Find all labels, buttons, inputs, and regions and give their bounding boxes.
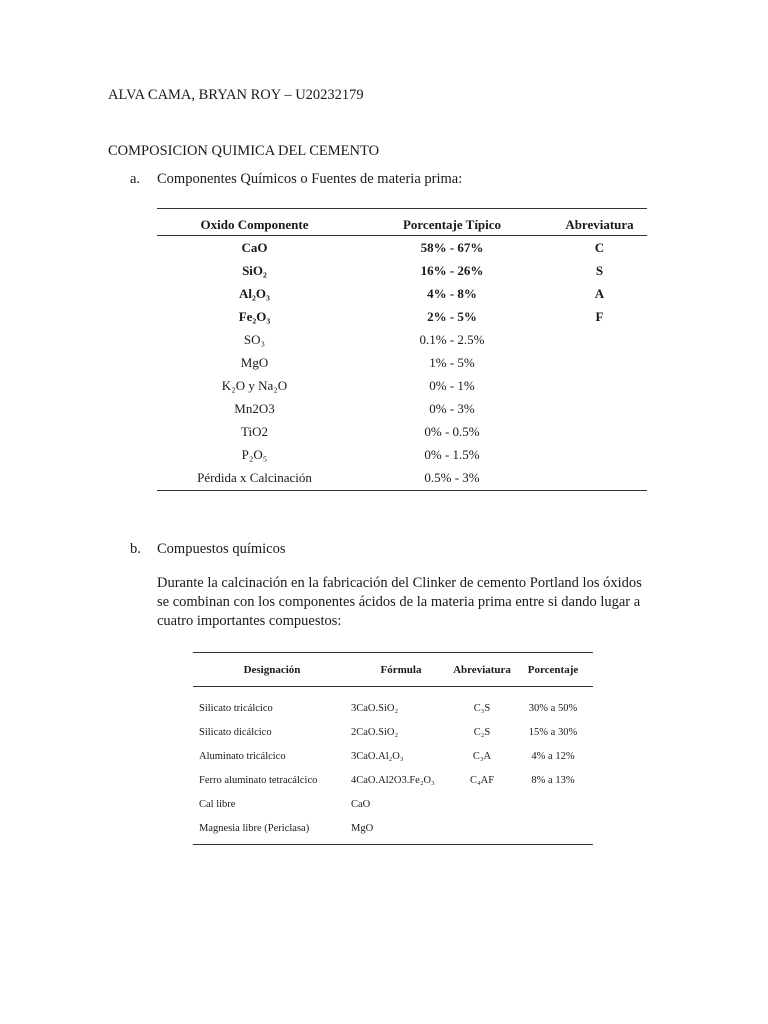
header-designation: Designación (243, 663, 301, 676)
table-rule-bottom (157, 490, 647, 491)
percentage-cell: 15% a 30% (528, 726, 578, 738)
abbreviation-cell: C₄AF (469, 774, 495, 786)
table-row (157, 236, 647, 259)
table-row (157, 328, 647, 351)
oxide-cell: K₂O y Na₂O (221, 377, 288, 393)
table-row (193, 768, 593, 792)
designation-cell: Cal libre (199, 798, 236, 810)
percentage-cell: 1% - 5% (429, 354, 475, 370)
oxide-cell: Al₂O₃ (239, 285, 270, 301)
table-row (193, 816, 593, 840)
designation-cell: Silicato dicálcico (199, 726, 272, 738)
table-row (157, 282, 647, 305)
formula-cell: 2CaO.SiO₂ (351, 726, 399, 738)
header-abbreviation: Abreviatura (453, 663, 511, 676)
oxide-cell: SiO₂ (242, 262, 267, 278)
list-item-b-text: Compuestos químicos (157, 541, 286, 557)
table-row (157, 443, 647, 466)
percentage-cell: 30% a 50% (528, 702, 578, 714)
list-marker-a: a. (130, 171, 141, 187)
designation-cell: Aluminato tricálcico (199, 750, 286, 762)
formula-cell: 4CaO.Al2O3.Fe₂O₃ (351, 774, 435, 786)
list-item-a-text: Componentes Químicos o Fuentes de materia prima: (157, 171, 463, 187)
oxide-cell: SO₃ (243, 331, 266, 347)
table-row (157, 420, 647, 443)
table-rule-bottom (193, 844, 593, 845)
percentage-cell: 4% - 8% (427, 285, 477, 301)
oxide-cell: TiO2 (241, 423, 268, 439)
body-paragraph: Durante la calcinación en la fabricación del Clinker de cemento Portland los óxidos se combinan con los componentes ácidos de la materia prima entre si dando lugar a cuatro importantes compuestos: (157, 575, 642, 629)
designation-cell: Magnesia libre (Periclasa) (199, 822, 310, 834)
header-percentage: Porcentaje (527, 663, 579, 676)
percentage-cell: 4% a 12% (531, 750, 575, 762)
formula-cell: 3CaO.Al₂O₃ (351, 750, 404, 762)
header-abbreviation: Abreviatura (565, 217, 634, 232)
oxide-cell: P₂O₅ (241, 446, 268, 462)
percentage-cell: 0.1% - 2.5% (419, 331, 485, 347)
percentage-cell: 16% - 26% (420, 262, 484, 278)
header-percentage: Porcentaje Típico (402, 217, 502, 232)
table-row (157, 466, 647, 489)
abbreviation-cell: C₃S (473, 702, 491, 714)
table-row (157, 259, 647, 282)
abbreviation-cell: A (594, 285, 605, 301)
oxide-cell: Mn2O3 (234, 400, 275, 416)
oxide-cell: Pérdida x Calcinación (197, 469, 312, 485)
table-body (157, 236, 647, 489)
formula-cell: CaO (351, 798, 371, 810)
table-row (157, 397, 647, 420)
formula-cell: MgO (351, 822, 374, 834)
table-row (193, 744, 593, 768)
percentage-cell: 0.5% - 3% (424, 469, 480, 485)
header-formula: Fórmula (380, 663, 422, 676)
abbreviation-cell: F (595, 308, 604, 324)
percentage-cell: 58% - 67% (420, 239, 484, 255)
oxide-cell: MgO (240, 354, 269, 370)
abbreviation-cell: S (595, 262, 604, 278)
oxide-components-table (157, 208, 647, 491)
compounds-table (193, 652, 593, 845)
abbreviation-cell: C₃A (472, 750, 492, 762)
table-rule-top (157, 208, 647, 209)
author-line: ALVA CAMA, BRYAN ROY – U20232179 (108, 87, 364, 103)
percentage-cell: 2% - 5% (427, 308, 477, 324)
designation-cell: Ferro aluminato tetracálcico (199, 774, 318, 786)
table-row (157, 305, 647, 328)
table-header-row (193, 653, 593, 686)
table-row (157, 374, 647, 397)
abbreviation-cell: C (594, 239, 605, 255)
table-row (193, 792, 593, 816)
table-row (157, 351, 647, 374)
section-title: COMPOSICION QUIMICA DEL CEMENTO (108, 143, 380, 159)
percentage-cell: 0% - 0.5% (424, 423, 480, 439)
formula-cell: 3CaO.SiO₂ (351, 702, 399, 714)
table-row (193, 696, 593, 720)
percentage-cell: 0% - 1% (429, 377, 475, 393)
abbreviation-cell: C₂S (473, 726, 491, 738)
percentage-cell: 0% - 1.5% (424, 446, 480, 462)
designation-cell: Silicato tricálcico (199, 702, 273, 714)
table-body (193, 687, 593, 840)
list-marker-b: b. (130, 541, 141, 557)
table-row (193, 720, 593, 744)
table-header-row (157, 217, 647, 233)
percentage-cell: 0% - 3% (429, 400, 475, 416)
header-oxide: Oxido Componente (200, 217, 309, 232)
oxide-cell: CaO (241, 239, 268, 255)
percentage-cell: 8% a 13% (531, 774, 575, 786)
oxide-cell: Fe₂O₃ (238, 308, 271, 324)
